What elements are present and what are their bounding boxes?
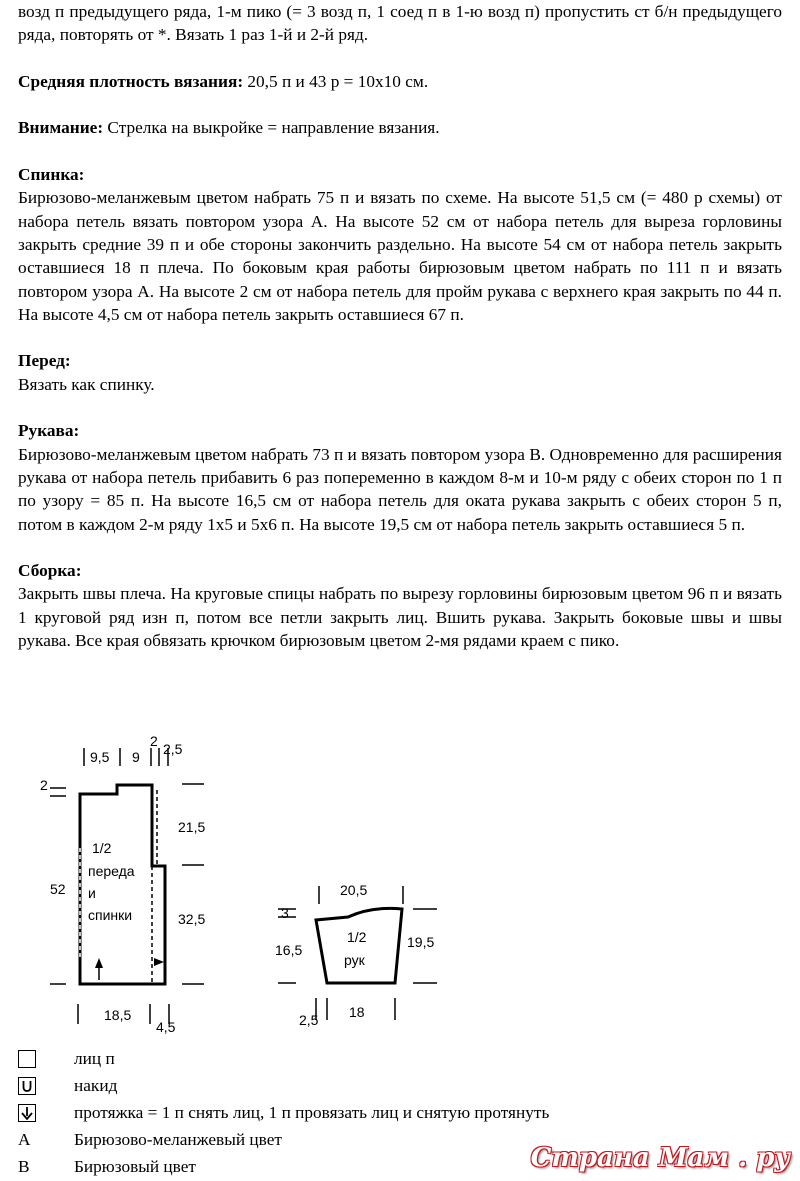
- instructions-text: [18, 0, 782, 652]
- gauge-paragraph: [18, 70, 782, 93]
- down-arrow-square-icon: [18, 1104, 36, 1122]
- legend-item: [18, 1099, 788, 1126]
- dim-label: 16,5: [275, 942, 303, 958]
- empty-square-icon: [18, 1050, 36, 1068]
- back-heading: Спинка:: [18, 165, 85, 185]
- legend-key-b: B: [18, 1157, 30, 1176]
- body-dimension-labels: [40, 733, 205, 1035]
- sleeves-heading: Рукава:: [18, 421, 80, 441]
- pattern-diagrams: [0, 728, 800, 1038]
- dim-label: 19,5: [407, 934, 435, 950]
- back-text: Бирюзово-меланжевым цветом набрать 75 п и вязать по схеме. На высоте 51,5 см (= 480 р схемы) от набора петель вязать повтором узора A. На высоте 52 см от набора петель для выреза горловины закрыть средние 39 п и обе стороны закончить раздельно. На высоте 54 см от набора петель закрыть оставшиеся 18 п плеча. По боковым края работы бирюзовым цветом набрать по 111 п и вязать повтором узора A. На высоте 2 см от набора петель для пройм рукава с верхнего края закрыть по 44 п. На высоте 4,5 см от набора петель закрыть оставшиеся 67 п.: [18, 188, 782, 324]
- dim-label: 18,5: [104, 1007, 132, 1023]
- legend-item: [18, 1045, 788, 1072]
- front-text: Вязать как спинку.: [18, 374, 155, 394]
- note-paragraph: [18, 116, 782, 139]
- yarn-over-icon: [18, 1077, 36, 1095]
- dim-label: 2: [150, 733, 158, 749]
- gauge-value: 20,5 п и 43 р = 10х10 см.: [243, 71, 429, 91]
- dim-label: 20,5: [340, 882, 368, 898]
- pattern-label: спинки: [88, 907, 133, 923]
- pattern-label: переда: [88, 863, 135, 879]
- gauge-label: Средняя плотность вязания:: [18, 71, 244, 91]
- legend-key-a: A: [18, 1130, 31, 1149]
- dim-label: 21,5: [178, 819, 206, 835]
- note-value: Стрелка на выкройке = направление вязания.: [103, 118, 440, 138]
- legend-text: Бирюзовый цвет: [74, 1157, 196, 1176]
- legend-item: [18, 1072, 788, 1099]
- pattern-label: 1/2: [92, 840, 112, 856]
- dim-label: 4,5: [156, 1019, 176, 1035]
- front-heading: Перед:: [18, 351, 71, 371]
- sleeves-text: Бирюзово-меланжевым цветом набрать 73 п и вязать повтором узора B. Одновременно для расширения рукава от набора петель прибавить 6 раз попеременно в каждом 8-м и 10-м ряду с обеих сторон по 1 п по узору = 85 п. На высоте 16,5 см от набора петель для оката рукава закрыть с обеих сторон 5 п, потом в каждом 2-м ряду 1х5 и 5х6 п. На высоте 19,5 см от набора петель закрыть оставшиеся 5 п.: [18, 444, 782, 534]
- body-pattern-diagram: [50, 748, 204, 1024]
- legend-text: Бирюзово-меланжевый цвет: [74, 1130, 282, 1149]
- pattern-label: 1/2: [347, 929, 367, 945]
- dim-label: 9: [132, 749, 140, 765]
- dim-label: 9,5: [90, 749, 110, 765]
- dim-label: 2: [40, 777, 48, 793]
- pattern-label: и: [88, 885, 96, 901]
- site-watermark: Страна Мам . ру: [530, 1143, 790, 1173]
- legend-text: протяжка = 1 п снять лиц, 1 п провязать лиц и снятую протянуть: [74, 1103, 550, 1122]
- dim-label: 18: [349, 1004, 365, 1020]
- assembly-text: Закрыть швы плеча. На круговые спицы набрать по вырезу горловины бирюзовым цветом 96 п и вязать 1 круговой ряд изн п, потом все петли закрыть лиц. Вшить рукава. Закрыть боковые швы и швы рукава. Все края обвязать крючком бирюзовым цветом 2-мя рядами краем с пико.: [18, 584, 782, 651]
- dim-label: 3: [281, 905, 289, 921]
- paragraph-continued: возд п предыдущего ряда, 1-м пико (= 3 возд п, 1 соед п в 1-ю возд п) пропустить ст б/н предыдущего ряда, повторять от *. Вязать 1 раз 1-й и 2-й ряд.: [18, 2, 782, 45]
- dim-label: 52: [50, 881, 66, 897]
- dim-label: 2,5: [299, 1012, 319, 1028]
- dim-label: 32,5: [178, 911, 206, 927]
- note-label: Внимание:: [18, 118, 104, 138]
- pattern-label: рук: [344, 952, 365, 968]
- sleeve-dimension-labels: [275, 882, 434, 1028]
- assembly-heading: Сборка:: [18, 561, 82, 581]
- dim-label: 2,5: [163, 741, 183, 757]
- legend-text: лиц п: [74, 1049, 115, 1068]
- legend-text: накид: [74, 1076, 118, 1095]
